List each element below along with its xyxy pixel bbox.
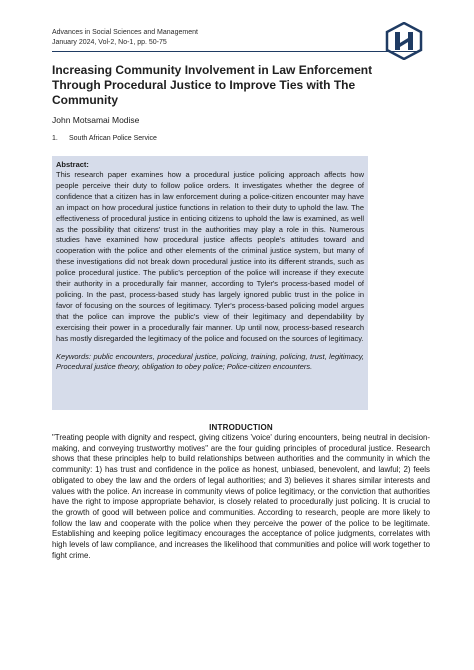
header-divider (52, 51, 420, 52)
abstract-box (52, 156, 368, 410)
journal-issue: January 2024, Vol-2, No-1, pp. 50-75 (52, 39, 167, 46)
journal-header (52, 28, 198, 48)
paper-author: John Motsamai Modise (52, 115, 140, 125)
affiliation-name: South African Police Service (69, 135, 157, 142)
journal-logo-icon (384, 22, 424, 60)
affiliation-number: 1. (52, 135, 58, 142)
journal-name: Advances in Social Sciences and Management (52, 29, 198, 36)
paper-title: Increasing Community Involvement in Law Enforcement Through Procedural Justice to Improve Ties with The Community (52, 63, 373, 107)
introduction-heading: INTRODUCTION (209, 423, 273, 432)
introduction-text: "Treating people with dignity and respect, giving citizens 'voice' during encounters, being neutral in decision-making, and conveying trustworthy motives" are the four guiding principles of procedural justice. Research shows that these principles help to build relationships between authorities and the community in which the community: 1) has trust and confidence in the police as honest, unbiased, benevolent, and lawful; 2) feels obligated to obey the law and the orders of legal authorities; and 3) believes it shares similar interests and values with the police. An increase in community views of police legitimacy, or the conviction that authorities have the right to impose appropriate behavior, is closely related to procedurally just policing. It is crucial to the growth of good will between police and communities. According to research, people are more likely to follow the law and cooperate with the police when they perceive the power of the police to be legitimate. Establishing and keeping police legitimacy encourages the acceptance of police judgments, correlates with high levels of law compliance, and increases the likelihood that communities and police will work together to fight crime. (52, 433, 430, 560)
keywords: Keywords: public encounters, procedural justice, policing, training, policing, trust, legitimacy, Procedural justice theory, obligation to obey police; Police-citizen encounters. (56, 351, 364, 372)
abstract-text: This research paper examines how a procedural justice policing approach affects how people perceive their duty to follow police orders. It investigates whether the degree of confidence that a citizen has in law enforcement during a police-citizen encounter may have an impact on how procedural justice functions in relation to their duty to uphold the law. The effectiveness of procedural justice in enticing citizens to uphold the law is examined, as well as the possibility that citizens' trust in the authorities may play a role in this. Numerous studies have examined how procedural justice affects people's attitudes toward and cooperation with the police and other elements of the criminal justice system, but many of these investigations did not break down procedural justice into its different strands, such as police procedural justice. The public's perception of the police will increase if they execute their authority in a procedurally fair manner, according to Tyler's process-based model of policing. In the past, process-based study has largely ignored public trust in the police in favor of focusing on the sources of legitimacy. Tyler's process-based policing model argues that the police can improve the public's view of their legitimacy and dependability by exercising their power in a procedurally fair manner. Up until now, process-based research has mostly disregarded the legitimacy of the police and focused on the sources of legitimacy. (56, 170, 364, 343)
abstract-heading: Abstract: (56, 160, 89, 169)
author-affiliation (52, 135, 157, 142)
